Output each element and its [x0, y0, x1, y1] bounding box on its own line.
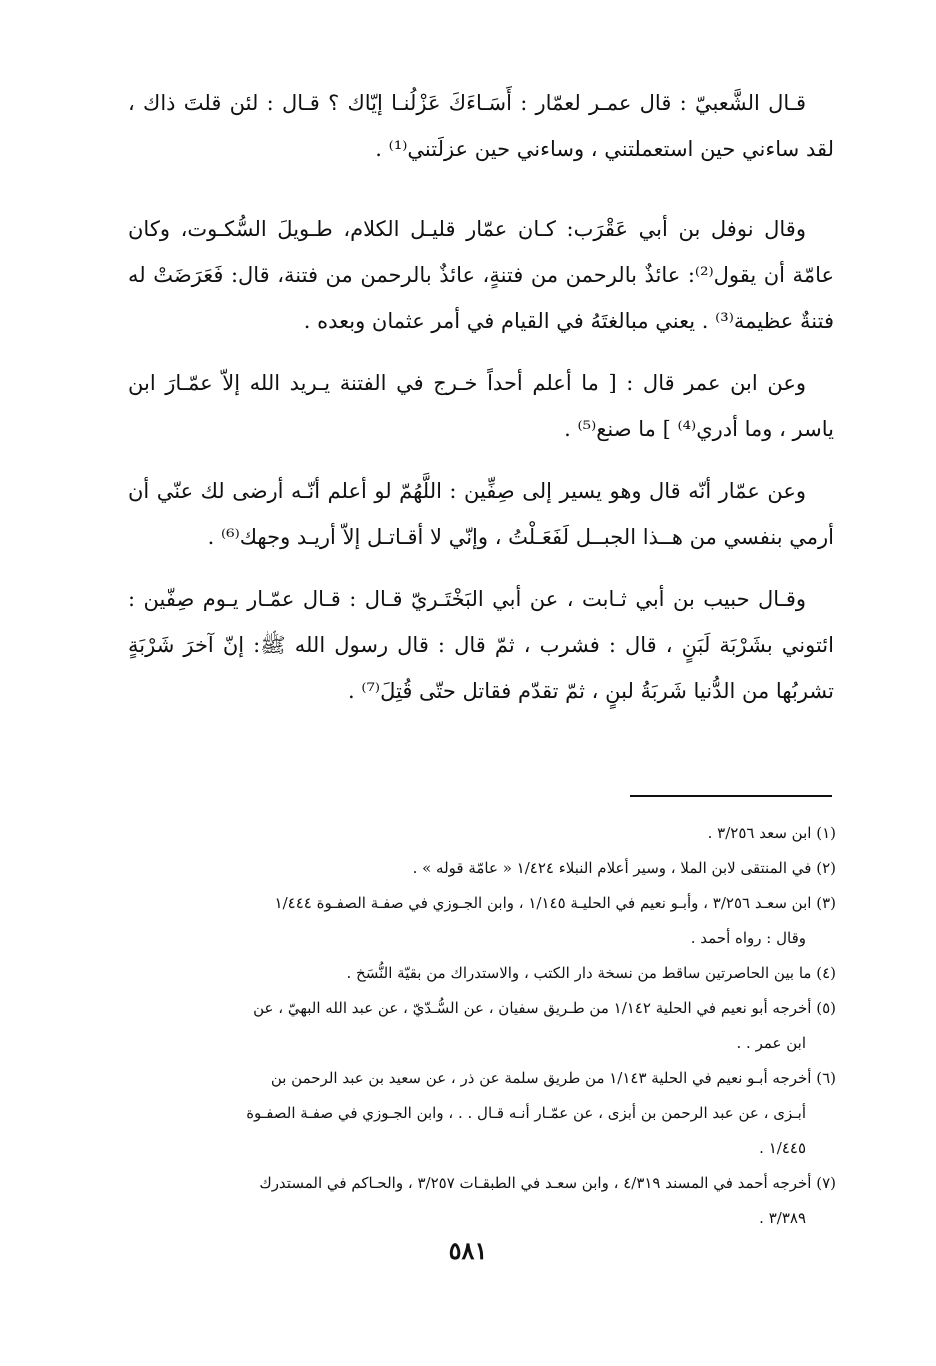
footnote-4 — [130, 956, 836, 991]
footnote-text: أخرجه أحمد في المسند ٤/٣١٩ ، وابن سعـد في الطبقـات ٣/٢٥٧ ، والحـاكم في المستدرك — [259, 1174, 812, 1192]
footnote-number: (٥) — [816, 999, 836, 1017]
footnote-number: (٣) — [816, 894, 836, 912]
paragraph-4: وعن عمّار أنّه قال وهو يسير إلى صِفِّين : اللَّهُمّ لو أعلم أنّـه أرضى لك عنّي أن أرمي بنفسي من هــذا الجبــل لَفَعَـلْتُ ، وإنّي لا أقـاتـل إلاّ أريـد وجهك⁽⁶⁾ . — [128, 479, 834, 549]
footnote-text-continued: ١/٤٤٥ . — [759, 1139, 806, 1157]
paragraph-3: وعن ابن عمر قال : [ ما أعلم أحداً خـرج في الفتنة يـريد الله إلاّ عمّـارَ ابن ياسر ، وما أدري⁽⁴⁾ ] ما صنع⁽⁵⁾ . — [128, 371, 834, 441]
footnote-text: أخرجه أبـو نعيم في الحلية ١/١٤٣ من طريق سلمة عن ذر ، عن سعيد بن عبد الرحمن بن — [270, 1069, 812, 1087]
footnote-number: (٦) — [816, 1069, 836, 1087]
footnote-text: أخرجه أبو نعيم في الحلية ١/١٤٢ من طـريق سفيان ، عن السُّـدّيّ ، عن عبد الله البهيّ ، عن — [253, 999, 812, 1017]
footnote-text-continued: ٣/٣٨٩ . — [759, 1209, 806, 1227]
footnote-1 — [130, 816, 836, 851]
footnote-text-continued: وقال : رواه أحمد . — [690, 929, 806, 947]
footnote-number: (١) — [816, 824, 836, 842]
footnote-text-continued: أبـزى ، عن عبد الرحمن بن أبزى ، عن عمّـار أنـه قـال . . ، وابن الجـوزي في صفـة الصفـوة — [246, 1104, 806, 1122]
page-number: ٥٨١ — [448, 1236, 488, 1265]
footnote-text: ابن سعـد ٣/٢٥٦ ، وأبـو نعيم في الحليـة ١/١٤٥ ، وابن الجـوزي في صفـة الصفـوة ١/٤٤٤ — [274, 894, 812, 912]
footnote-6 — [130, 1061, 836, 1166]
footnote-text: ما بين الحاصرتين ساقط من نسخة دار الكتب ، والاستدراك من بقيّة النُّسَخ . — [346, 964, 812, 982]
footnote-text: في المنتقى لابن الملا ، وسير أعلام النبلاء ١/٤٢٤ « عامّة قوله » . — [412, 859, 812, 877]
paragraph-5: وقـال حبيب بن أبي ثـابت ، عن أبي البَخْتَـريّ قـال : قـال عمّـار يـوم صِفّين : ائتوني بشَرْبَة لَبَنٍ ، قال : فشرب ، ثمّ قال : قال رسول الله ﷺ: إنّ آخرَ شَرْبَةٍ تشربُها من الدُّنيا شَربَةُ لبنٍ ، ثمّ تقدّم فقاتل حتّى قُتِلَ⁽⁷⁾ . — [128, 587, 834, 703]
footnote-3 — [130, 886, 836, 956]
footnotes — [130, 816, 836, 1236]
footnote-number: (٤) — [816, 964, 836, 982]
paragraph-1: قـال الشَّعبيّ : قال عمـر لعمّار : أَسَـاءَكَ عَزْلُنـا إيّاك ؟ قـال : لئن قلتَ ذاك ، لقد ساءني حين استعملتني ، وساءني حين عزلَتني⁽¹⁾ . — [128, 91, 834, 161]
footnote-number: (٢) — [816, 859, 836, 877]
main-text — [128, 80, 834, 730]
footnote-number: (٧) — [816, 1174, 836, 1192]
footnote-7 — [130, 1166, 836, 1236]
footnote-2 — [130, 851, 836, 886]
footnote-text: ابن سعد ٣/٢٥٦ . — [707, 824, 812, 842]
footnote-5 — [130, 991, 836, 1061]
footnote-text-continued: ابن عمر . . — [736, 1034, 806, 1052]
paragraph-2: وقال نوفل بن أبي عَقْرَب: كـان عمّار قليـل الكلام، طـويلَ السُّكـوت، وكان عامّة أن يقول⁽²⁾: عائذٌ بالرحمن من فتنةٍ، عائذٌ بالرحمن من فتنة، قال: فَعَرَضَتْ له فتنةٌ عظيمة⁽³⁾ . يعني مبالغتَهُ في القيام في أمر عثمان وبعده . — [128, 217, 834, 333]
footnote-separator — [630, 795, 832, 797]
